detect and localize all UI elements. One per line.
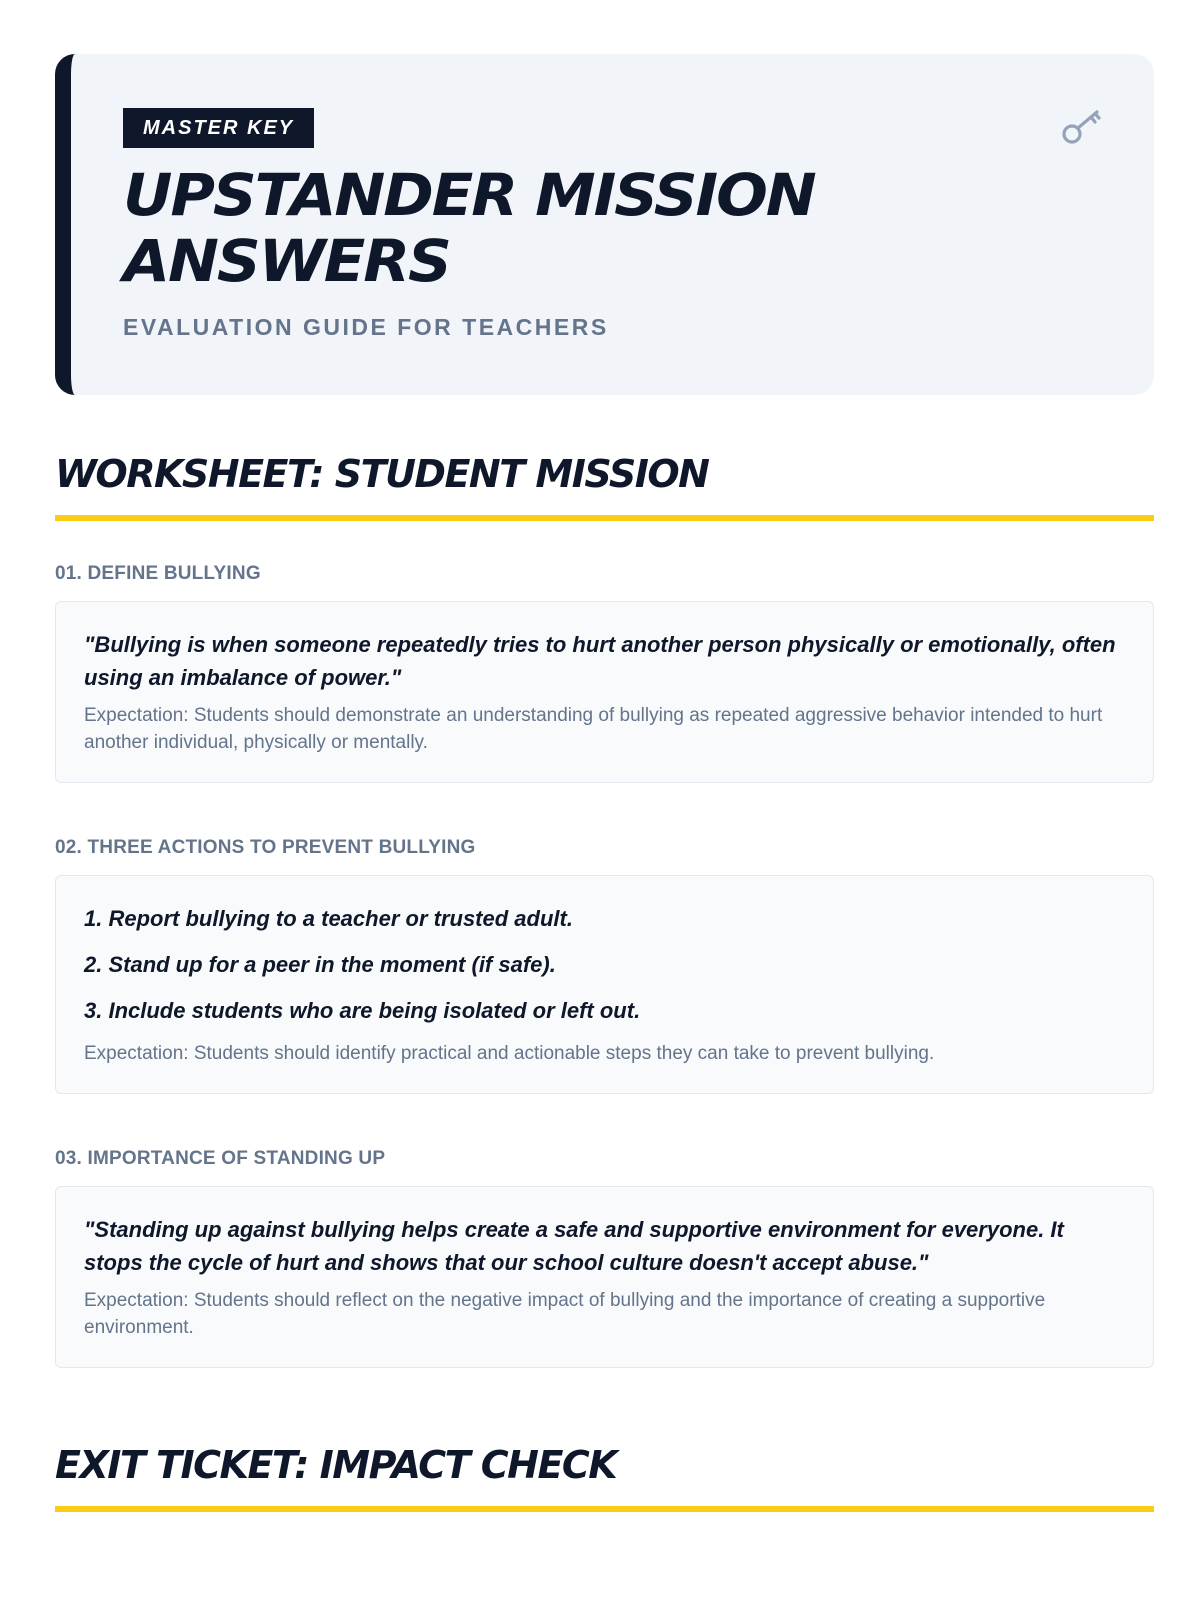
answer-box — [55, 875, 1154, 1094]
header-card — [55, 54, 1154, 395]
question-1 — [55, 563, 1154, 783]
answer-key-page — [55, 54, 1154, 1512]
question-2 — [55, 837, 1154, 1094]
worksheet-heading: WORKSHEET: STUDENT MISSION — [55, 451, 1154, 521]
key-icon — [1060, 104, 1104, 148]
page-title: UPSTANDER MISSION ANSWERS — [123, 161, 815, 295]
answer-text: "Bullying is when someone repeatedly tries to hurt another person physically or emotionally, often using an imbalance of power." — [84, 632, 1116, 690]
question-3 — [55, 1148, 1154, 1368]
master-key-badge: MASTER KEY — [123, 108, 314, 148]
answer-text: "Standing up against bullying helps create a safe and supportive environment for everyone. It stops the cycle of hurt and shows that our school culture doesn't accept abuse." — [84, 1217, 1064, 1275]
question-label: 03. IMPORTANCE OF STANDING UP — [55, 1148, 386, 1169]
exit-ticket-heading: EXIT TICKET: IMPACT CHECK — [55, 1442, 1154, 1512]
expectation-note: Expectation: Students should identify practical and actionable steps they can take to prevent bullying. — [84, 1043, 935, 1064]
answer-list-item: 3. Include students who are being isolated or left out. — [84, 998, 641, 1023]
page-subtitle: EVALUATION GUIDE FOR TEACHERS — [123, 314, 609, 340]
answer-box — [55, 601, 1154, 783]
answer-box — [55, 1186, 1154, 1368]
expectation-note: Expectation: Students should demonstrate an understanding of bullying as repeated aggressive behavior intended to hurt another individual, physically or mentally. — [84, 705, 1103, 753]
expectation-note: Expectation: Students should reflect on the negative impact of bullying and the importance of creating a supportive environment. — [84, 1290, 1046, 1338]
question-label: 02. THREE ACTIONS TO PREVENT BULLYING — [55, 837, 476, 858]
question-label: 01. DEFINE BULLYING — [55, 563, 261, 584]
answer-list-item: 2. Stand up for a peer in the moment (if safe). — [84, 952, 556, 977]
answer-list-item: 1. Report bullying to a teacher or trusted adult. — [84, 906, 573, 931]
